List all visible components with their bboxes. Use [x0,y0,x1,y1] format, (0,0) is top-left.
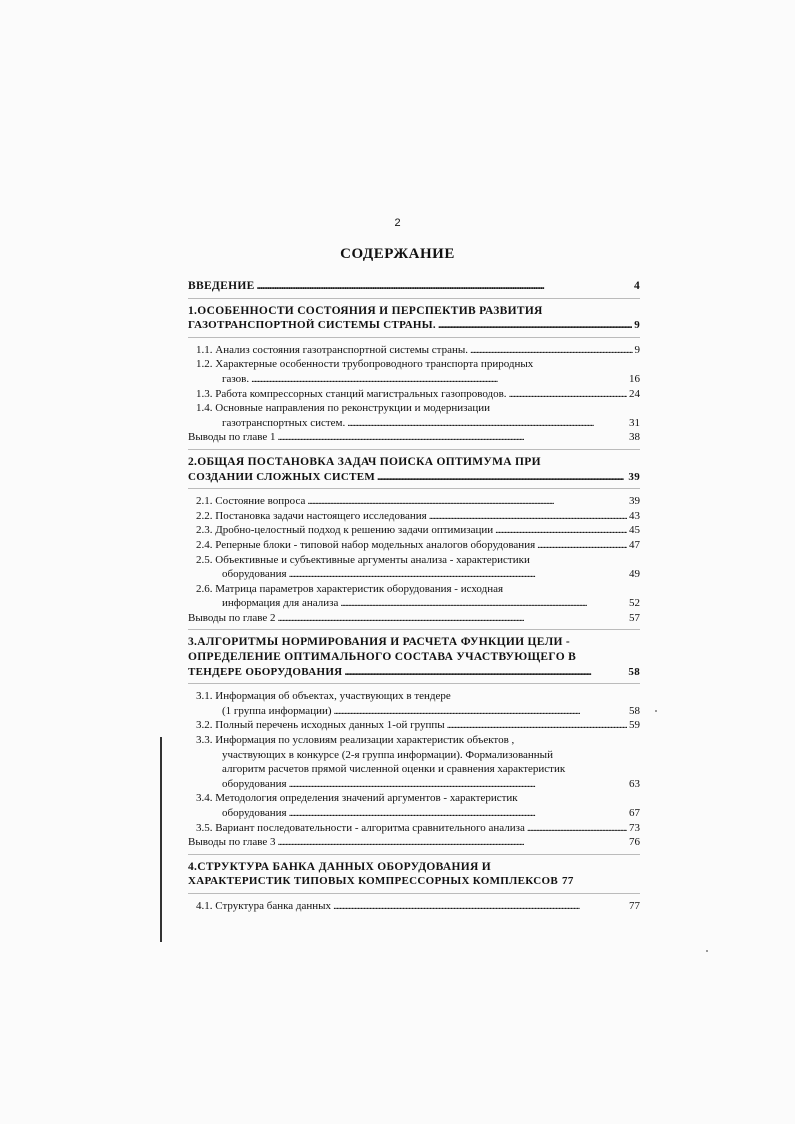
toc-item-text-cont: оборудования [222,807,287,819]
toc-item-page: 24 [629,387,640,400]
toc-item-page: 31 [629,416,640,429]
toc-item[interactable] [196,553,640,582]
chapter-3-page: 58 [628,665,640,678]
chapter-1-page: 9 [634,319,640,332]
toc-item-page: 16 [629,372,640,385]
toc-chapter-1[interactable] [188,304,640,333]
toc-item-page: 59 [629,719,640,732]
chapter-1-title-line-1: 1.ОСОБЕННОСТИ СОСТОЯНИЯ И ПЕРСПЕКТИВ РАЗВИТИЯ [188,304,543,317]
toc-item-text-cont: участвующих в конкурсе (2-я группа информации). Формализованный [222,748,553,761]
toc-item-page: 77 [629,899,640,912]
leader-dots [251,372,627,387]
leader-dots [257,279,632,294]
leader-dots [537,538,627,553]
toc-item[interactable] [196,582,640,611]
toc-item-text: 1.2. Характерные особенности трубопроводного транспорта природных [196,358,534,371]
divider [188,683,640,684]
leader-dots [347,416,627,431]
toc-item-text: 2.1. Состояние вопроса [196,495,306,508]
chapter-3-title-line-2: ОПРЕДЕЛЕНИЕ ОПТИМАЛЬНОГО СОСТАВА УЧАСТВУЮЩЕГО В [188,651,577,664]
toc-item-text-cont: оборудования [222,568,287,581]
toc-item-page: 49 [629,568,640,581]
toc-summary-3[interactable] [188,835,640,850]
toc-item[interactable] [196,538,640,553]
summary-page: 76 [629,836,640,849]
toc-item-text: 3.3. Информация по условиям реализации характеристик объектов , [196,734,515,747]
toc-item-text-cont: оборудования [222,777,287,790]
toc-item[interactable] [196,343,640,358]
leader-dots [307,494,627,509]
leader-dots [333,899,627,914]
leader-dots [289,806,627,821]
summary-page: 57 [629,611,640,624]
toc-item-page: 47 [629,538,640,551]
toc-item[interactable] [196,509,640,524]
page-number: 2 [394,217,401,229]
leader-dots [377,470,626,485]
toc-item[interactable] [196,791,640,820]
summary-text: Выводы по главе 1 [188,431,276,444]
leader-dots [447,718,627,733]
toc-item-text: 1.4. Основные направления по реконструкции и модернизации [196,402,491,415]
toc-item-text: 1.3. Работа компрессорных станций магистральных газопроводов. [196,387,507,400]
divider [188,337,640,338]
leader-dots [429,509,627,524]
scan-speck [706,950,708,952]
divider [188,629,640,630]
chapter-1-title-line-2: ГАЗОТРАНСПОРТНОЙ СИСТЕМЫ СТРАНЫ. [188,319,436,332]
toc-item-page: 73 [629,821,640,834]
toc-chapter-2[interactable] [188,455,640,484]
divider [188,854,640,855]
toc-item-page: 39 [629,495,640,508]
toc-item[interactable] [196,494,640,509]
toc-item[interactable] [196,821,640,836]
table-of-contents [188,279,640,914]
toc-intro-page: 4 [633,280,640,292]
toc-intro[interactable] [188,279,640,294]
summary-text: Выводы по главе 3 [188,836,276,849]
toc-item-page: 67 [629,807,640,819]
chapter-2-title-line-1: 2.ОБЩАЯ ПОСТАНОВКА ЗАДАЧ ПОИСКА ОПТИМУМА ПРИ [188,455,541,468]
scan-speck [655,710,657,712]
summary-text: Выводы по главе 2 [188,611,276,624]
divider [188,449,640,450]
toc-item[interactable] [196,733,640,791]
leader-dots [470,343,632,358]
toc-item-text: 4.1. Структура банка данных [196,899,332,912]
toc-item[interactable] [196,523,640,538]
toc-item-text-cont: газов. [222,372,250,385]
toc-item-text: 2.5. Объективные и субъективные аргументы анализа - характеристики [196,553,530,566]
chapter-3-title-line-3: ТЕНДЕРЕ ОБОРУДОВАНИЯ [188,665,343,678]
toc-summary-2[interactable] [188,611,640,626]
toc-item-text: 3.2. Полный перечень исходных данных 1-ой группы [196,719,445,732]
leader-dots [340,596,627,611]
leader-dots [509,387,627,402]
toc-item-text-cont: газотранспортных систем. [222,416,346,429]
toc-item-text-cont: алгоритм расчетов прямой численной оценки и сравнения характеристик [222,763,566,776]
summary-page: 38 [629,431,640,444]
toc-item-text: 3.4. Методология определения значений аргументов - характеристик [196,792,518,805]
toc-summary-1[interactable] [188,430,640,445]
toc-item-page: 58 [629,704,640,717]
leader-dots [334,704,627,719]
leader-dots [278,611,628,626]
toc-item-page: 9 [634,343,640,356]
leader-dots [278,430,628,445]
toc-item[interactable] [196,899,640,914]
toc-item[interactable] [196,689,640,718]
leader-dots [495,523,627,538]
divider [188,298,640,299]
toc-item[interactable] [196,401,640,430]
leader-dots [278,835,628,850]
leader-dots [289,777,627,792]
divider [188,488,640,489]
toc-item-page: 52 [629,597,640,610]
leader-dots [289,567,627,582]
toc-item-page: 43 [629,509,640,522]
toc-item[interactable] [196,718,640,733]
toc-chapter-3[interactable] [188,635,640,679]
toc-item-text-cont: информация для анализа [222,597,339,610]
toc-intro-text: ВВЕДЕНИЕ [188,280,255,292]
chapter-2-title-line-2: СОЗДАНИИ СЛОЖНЫХ СИСТЕМ [188,470,376,483]
scan-margin-line [160,737,162,942]
toc-item-page: 45 [629,524,640,537]
toc-item-text: 3.1. Информация об объектах, участвующих в тендере [196,690,451,703]
toc-item-text: 2.3. Дробно-целостный подход к решению задачи оптимизации [196,524,494,537]
chapter-3-title-line-1: 3.АЛГОРИТМЫ НОРМИРОВАНИЯ И РАСЧЕТА ФУНКЦИИ ЦЕЛИ - [188,636,571,649]
toc-item-text: 3.5. Вариант последовательности - алгоритма сравнительного анализа [196,821,525,834]
toc-item[interactable] [196,387,640,402]
toc-item-text: 2.2. Постановка задачи настоящего исследования [196,509,427,522]
toc-item-text: 2.6. Матрица параметров характеристик оборудования - исходная [196,582,504,595]
chapter-4-page: 77 [562,875,574,888]
chapter-4-title-line-2: ХАРАКТЕРИСТИК ТИПОВЫХ КОМПРЕССОРНЫХ КОМПЛЕКСОВ [188,875,559,888]
toc-item-text-cont: (1 группа информации) [222,704,332,717]
leader-dots [527,821,627,836]
page-title: СОДЕРЖАНИЕ [340,246,455,262]
divider [188,893,640,894]
toc-item[interactable] [196,357,640,386]
chapter-2-page: 39 [628,470,640,483]
toc-item-text: 1.1. Анализ состояния газотранспортной системы страны. [196,343,469,356]
chapter-4-title-line-1: 4.СТРУКТУРА БАНКА ДАННЫХ ОБОРУДОВАНИЯ И [188,860,492,873]
leader-dots [438,318,632,333]
leader-dots [344,665,626,680]
toc-item-text: 2.4. Реперные блоки - типовой набор модельных аналогов оборудования [196,538,536,551]
toc-item-page: 63 [629,777,640,790]
toc-chapter-4[interactable] [188,860,640,889]
